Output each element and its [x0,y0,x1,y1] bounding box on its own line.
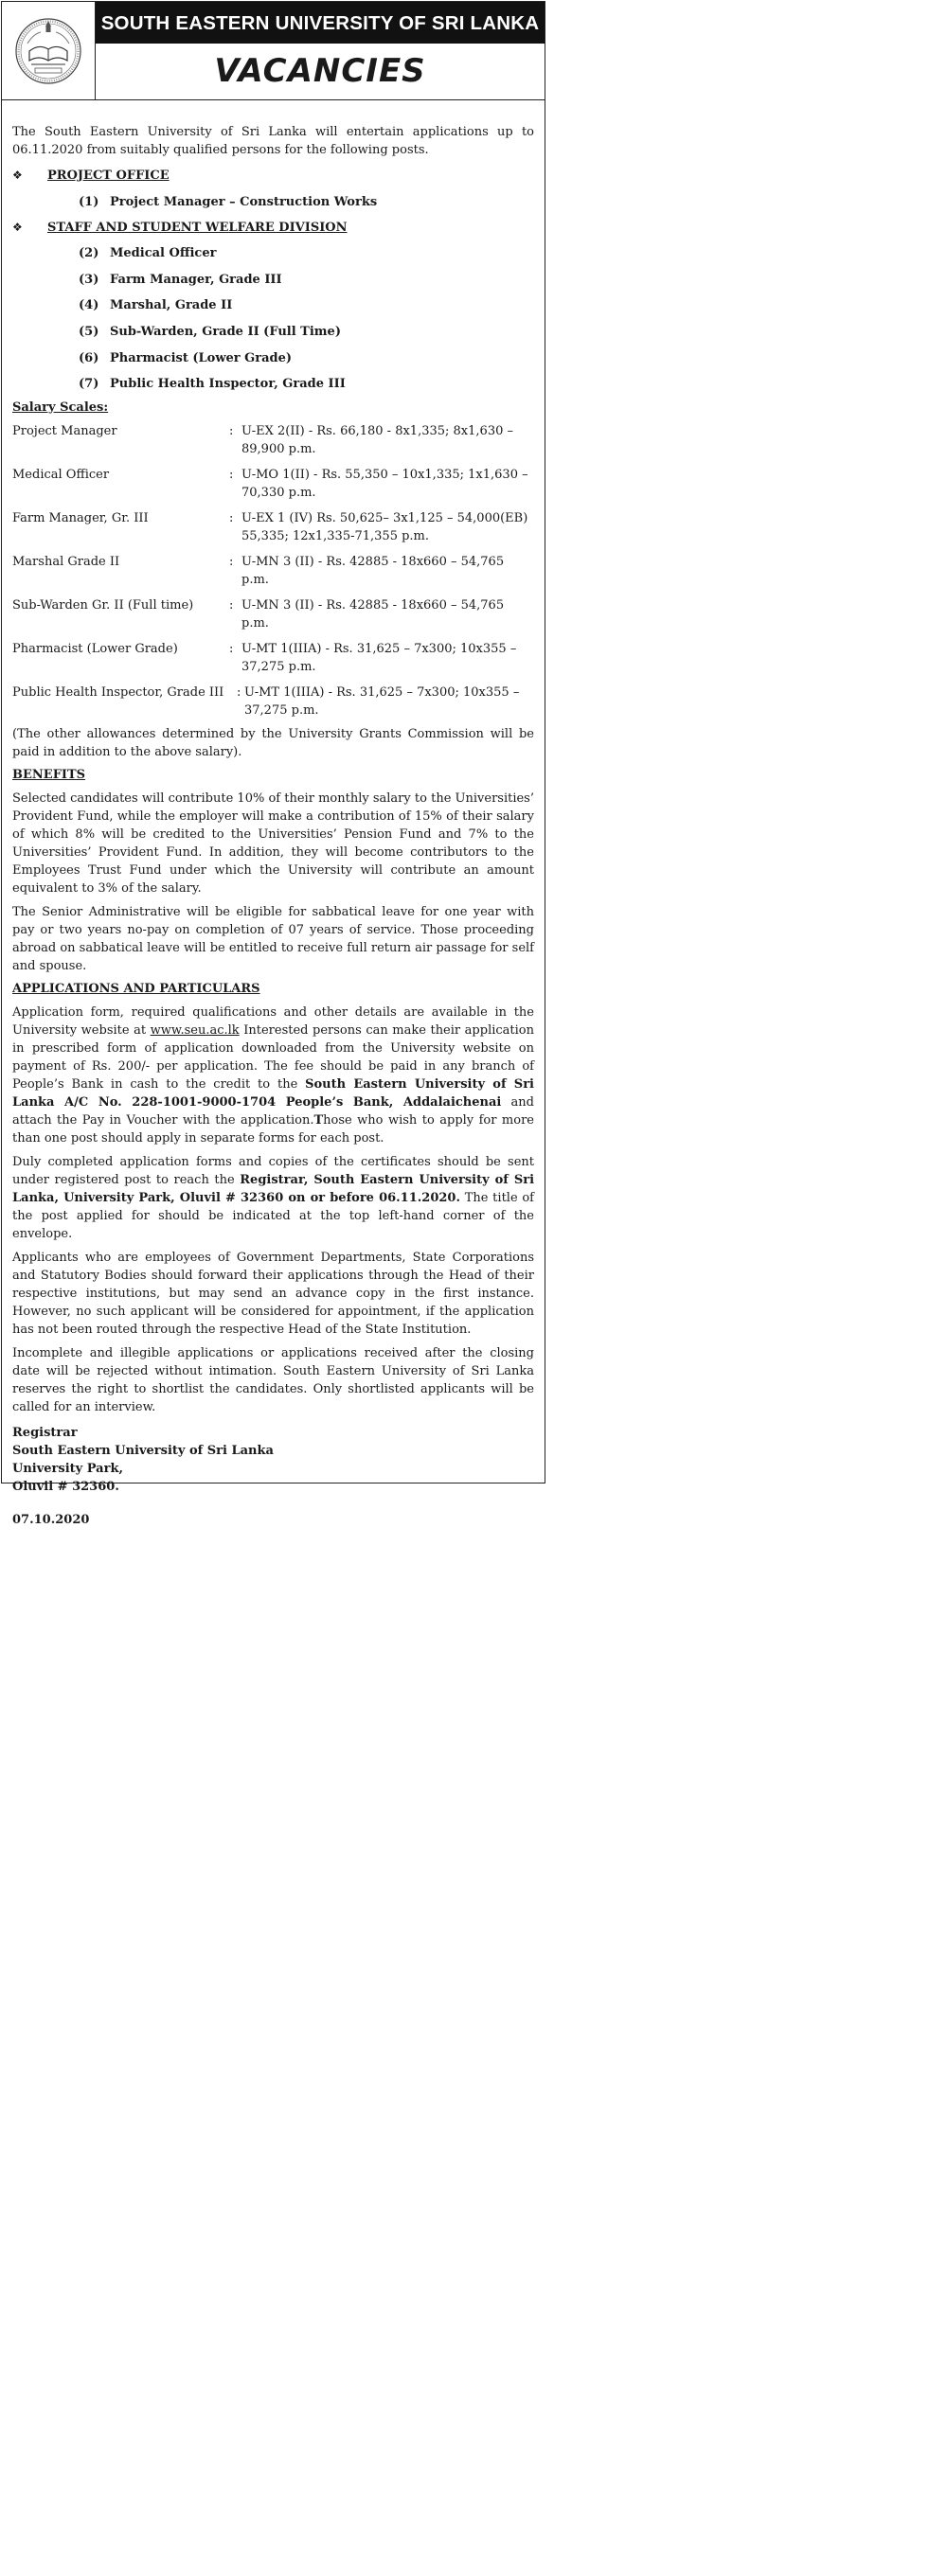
text: and attach the Pay in Voucher with the application. [12,1095,535,1128]
benefits-heading: BENEFITS [12,768,86,783]
post-number: (2) [79,246,99,261]
salary-row [12,684,534,720]
salary-colon: : [229,555,234,570]
salary-post: Marshal Grade II [12,555,120,570]
website-link[interactable]: www.seu.ac.lk [150,1023,240,1039]
salary-post: Medical Officer [12,468,110,483]
salary-post: Project Manager [12,424,117,439]
text: Application form, required qualifications and other details are available in the University website at [12,1005,534,1039]
salary-post: Public Health Inspector, Grade III [12,685,224,701]
benefits-paragraph-1: Selected candidates will contribute 10% of their monthly salary to the Universities’ Provident Fund, while the employer will make a contribution of 15% of their salary of which 8% will be credited to the Universities’ Pension Fund and 7% to the Universities’ Provident Fund. In addition, they will become contributors to the Employees Trust Fund under which the University will contribute an amount equivalent to 3% of the salary. [12,791,534,897]
post-title: Pharmacist (Lower Grade) [110,350,293,365]
text: Duly completed application forms and copies of the certificates should be sent under registered post to reach the [12,1155,534,1188]
bank-account-details: South Eastern University of Sri Lanka A/C No. 228-1001-9000-1704 People’s Bank, Addalaichenai [12,1077,534,1110]
salary-scale: U-MT 1(IIIA) - Rs. 31,625 – 7x300; 10x355 – 37,275 p.m. [244,685,520,719]
salary-scale: U-MO 1(II) - Rs. 55,350 – 10x1,335; 1x1,630 – 70,330 p.m. [241,468,528,501]
post-number: (6) [79,350,99,365]
salary-colon: : [229,424,234,439]
signature-line: University Park, [12,1462,123,1477]
post-title: Farm Manager, Grade III [110,272,282,287]
salary-note: (The other allowances determined by the University Grants Commission will be paid in addition to the above salary). [12,727,534,760]
division-title: STAFF AND STUDENT WELFARE DIVISION [47,220,348,235]
salary-heading: Salary Scales: [12,400,109,416]
post-item [79,375,534,393]
salary-post: Pharmacist (Lower Grade) [12,642,178,657]
division-welfare [12,219,534,237]
post-item [79,244,534,262]
notice-title: VACANCIES [214,52,426,90]
applications-paragraph-1 [12,1004,534,1147]
salary-row [12,553,534,589]
benefits-paragraph-2: The Senior Administrative will be eligible for sabbatical leave for one year with pay or two years no-pay on completion of 07 years of service. Those proceeding abroad on sabbatical leave will be entitled to receive full return air passage for self and spouse. [12,905,534,974]
post-title: Marshal, Grade II [110,298,233,313]
post-title: Public Health Inspector, Grade III [110,377,346,392]
post-item [79,193,534,211]
text: Interested persons can make their application in prescribed form of application downloaded from the University website on payment of Rs. 200/- per application. The fee should be paid in any branch of People’s Bank in cash to the credit to the [12,1023,534,1093]
post-number: (5) [79,324,99,339]
division-project-office [12,167,534,185]
signature-line: Oluvil # 32360. [12,1480,119,1495]
post-item [79,296,534,314]
salary-scale: U-EX 1 (IV) Rs. 50,625– 3x1,125 – 54,000(EB) 55,335; 12x1,335-71,355 p.m. [241,511,528,544]
notice-body [2,100,545,1529]
vacancy-notice [1,1,545,1528]
post-number: (3) [79,272,99,287]
salary-colon: : [229,511,234,526]
logo-cell [2,2,96,99]
applications-heading: APPLICATIONS AND PARTICULARS [12,982,260,997]
notice-date: 07.10.2020 [12,1513,90,1528]
post-number: (7) [79,377,99,392]
signature-block [12,1424,534,1496]
post-item [79,323,534,341]
salary-row [12,640,534,676]
salary-scale: U-MN 3 (II) - Rs. 42885 - 18x660 – 54,765 p.m. [241,555,505,588]
post-number: (4) [79,298,99,313]
salary-row [12,596,534,632]
intro-paragraph: The South Eastern University of Sri Lanka will entertain applications up to 06.11.2020 from suitably qualified persons for the following posts. [12,125,534,157]
text: The title of the post applied for should be indicated at the top left-hand corner of the envelope. [12,1191,534,1242]
post-title: Medical Officer [110,246,217,261]
salary-colon: : [229,598,234,613]
salary-post: Sub-Warden Gr. II (Full time) [12,598,194,613]
salary-colon: : [229,468,234,483]
salary-colon: : [237,685,241,701]
salary-table [12,422,534,720]
signature-line: South Eastern University of Sri Lanka [12,1444,274,1459]
salary-colon: : [229,642,234,657]
salary-scale: U-EX 2(II) - Rs. 66,180 - 8x1,335; 8x1,630 – 89,900 p.m. [241,424,513,457]
post-title: Sub-Warden, Grade II (Full Time) [110,324,341,339]
post-number: (1) [79,194,99,209]
applications-paragraph-4: Incomplete and illegible applications or applications received after the closing date will be rejected without intimation. South Eastern University of Sri Lanka reserves the right to shortlist the candidates. Only shortlisted applicants will be called for an interview. [12,1346,534,1415]
signature-line: Registrar [12,1426,78,1441]
title-cell [96,2,545,99]
diamond-bullet-icon: ❖ [12,169,23,182]
diamond-bullet-icon: ❖ [12,220,23,234]
salary-row [12,509,534,545]
university-name: SOUTH EASTERN UNIVERSITY OF SRI LANKA [96,2,545,44]
salary-scale: U-MT 1(IIIA) - Rs. 31,625 – 7x300; 10x355 – 37,275 p.m. [241,642,517,675]
post-item [79,349,534,367]
text: T [313,1113,324,1128]
university-crest-logo [12,11,84,91]
salary-scale: U-MN 3 (II) - Rs. 42885 - 18x660 – 54,765 p.m. [241,598,505,631]
applications-paragraph-3: Applicants who are employees of Government Departments, State Corporations and Statutory Bodies should forward their applications through the Head of their respective institutions, but may send an advance copy in the first instance. However, no such applicant will be considered for appointment, if the application has not been routed through the respective Head of the State Institution. [12,1251,534,1338]
salary-post: Farm Manager, Gr. III [12,511,149,526]
post-title: Project Manager – Construction Works [110,194,378,209]
post-item [79,271,534,289]
division-title: PROJECT OFFICE [47,169,170,183]
notice-header [2,2,545,100]
salary-row [12,422,534,458]
text: hose who wish to apply for more than one post should apply in separate forms for each post. [12,1113,534,1146]
applications-paragraph-2 [12,1153,534,1243]
registrar-address: Registrar, South Eastern University of Sri Lanka, University Park, Oluvil # 32360 on or before 06.11.2020. [12,1173,535,1206]
salary-row [12,466,534,502]
